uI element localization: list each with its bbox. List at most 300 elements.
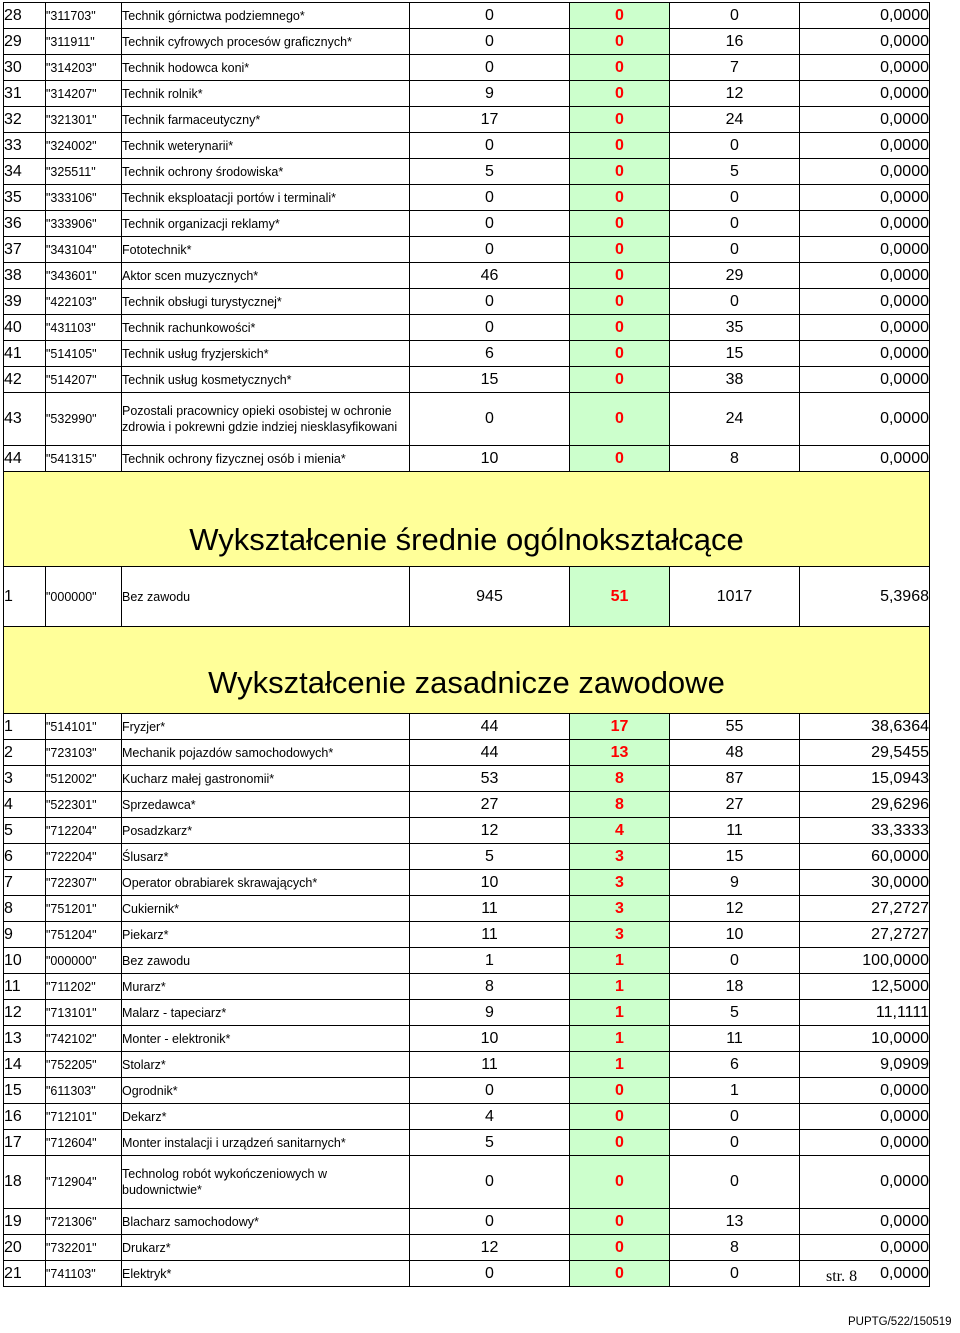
row-value-c: 0 <box>670 133 800 159</box>
row-value-a: 0 <box>410 133 570 159</box>
row-value-b: 0 <box>570 3 670 29</box>
row-value-c: 24 <box>670 393 800 446</box>
row-ratio: 0,0000 <box>800 211 930 237</box>
page-number: str. 8 <box>826 1268 858 1285</box>
row-ratio: 100,0000 <box>800 948 930 974</box>
row-ratio: 27,2727 <box>800 896 930 922</box>
row-ratio: 38,6364 <box>800 714 930 740</box>
row-value-b: 0 <box>570 159 670 185</box>
row-code: "712904" <box>46 1156 122 1209</box>
table-row <box>4 159 930 185</box>
row-occupation: Bez zawodu <box>122 567 410 627</box>
table-row <box>4 922 930 948</box>
row-ratio: 29,6296 <box>800 792 930 818</box>
row-value-c: 0 <box>670 1261 800 1287</box>
row-number: 11 <box>4 974 46 1000</box>
row-occupation: Technik weterynarii* <box>122 133 410 159</box>
row-value-a: 0 <box>410 237 570 263</box>
row-ratio: 0,0000 <box>800 1235 930 1261</box>
row-number: 30 <box>4 55 46 81</box>
row-value-c: 13 <box>670 1209 800 1235</box>
row-number: 1 <box>4 567 46 627</box>
row-code: "611303" <box>46 1078 122 1104</box>
row-number: 35 <box>4 185 46 211</box>
table-row <box>4 81 930 107</box>
row-ratio: 0,0000 <box>800 1261 930 1287</box>
row-code: "431103" <box>46 315 122 341</box>
row-value-c: 0 <box>670 3 800 29</box>
table-row <box>4 870 930 896</box>
row-ratio: 0,0000 <box>800 367 930 393</box>
row-code: "732201" <box>46 1235 122 1261</box>
row-number: 12 <box>4 1000 46 1026</box>
row-value-c: 35 <box>670 315 800 341</box>
row-value-b: 3 <box>570 922 670 948</box>
row-value-a: 27 <box>410 792 570 818</box>
row-value-c: 8 <box>670 446 800 472</box>
row-ratio: 0,0000 <box>800 185 930 211</box>
row-number: 44 <box>4 446 46 472</box>
row-value-c: 7 <box>670 55 800 81</box>
row-code: "541315" <box>46 446 122 472</box>
row-value-b: 0 <box>570 237 670 263</box>
row-occupation: Drukarz* <box>122 1235 410 1261</box>
row-value-b: 0 <box>570 367 670 393</box>
row-value-a: 53 <box>410 766 570 792</box>
row-value-b: 1 <box>570 1000 670 1026</box>
row-code: "000000" <box>46 948 122 974</box>
row-value-a: 945 <box>410 567 570 627</box>
row-value-c: 27 <box>670 792 800 818</box>
row-value-a: 1 <box>410 948 570 974</box>
row-code: "712204" <box>46 818 122 844</box>
row-code: "311703" <box>46 3 122 29</box>
table-row <box>4 393 930 446</box>
row-code: "752205" <box>46 1052 122 1078</box>
row-ratio: 0,0000 <box>800 1130 930 1156</box>
table-row <box>4 792 930 818</box>
row-number: 20 <box>4 1235 46 1261</box>
row-ratio: 0,0000 <box>800 1104 930 1130</box>
row-ratio: 30,0000 <box>800 870 930 896</box>
row-code: "713101" <box>46 1000 122 1026</box>
row-occupation: Technik rolnik* <box>122 81 410 107</box>
row-occupation: Technik usług kosmetycznych* <box>122 367 410 393</box>
table-row <box>4 1052 930 1078</box>
row-value-b: 0 <box>570 393 670 446</box>
row-occupation: Operator obrabiarek skrawających* <box>122 870 410 896</box>
row-value-a: 11 <box>410 922 570 948</box>
row-occupation: Technik górnictwa podziemnego* <box>122 3 410 29</box>
table-row <box>4 237 930 263</box>
row-value-c: 8 <box>670 1235 800 1261</box>
row-value-a: 12 <box>410 818 570 844</box>
row-occupation: Technolog robót wykończeniowych w budownictwie* <box>122 1156 410 1209</box>
row-number: 36 <box>4 211 46 237</box>
row-value-b: 0 <box>570 1130 670 1156</box>
row-number: 38 <box>4 263 46 289</box>
row-code: "512002" <box>46 766 122 792</box>
row-ratio: 5,3968 <box>800 567 930 627</box>
row-value-b: 0 <box>570 133 670 159</box>
row-ratio: 0,0000 <box>800 81 930 107</box>
row-value-c: 0 <box>670 948 800 974</box>
row-ratio: 0,0000 <box>800 107 930 133</box>
row-value-b: 0 <box>570 1261 670 1287</box>
row-value-c: 9 <box>670 870 800 896</box>
row-value-b: 0 <box>570 185 670 211</box>
row-occupation: Technik eksploatacji portów i terminali* <box>122 185 410 211</box>
table-row <box>4 844 930 870</box>
table-row <box>4 29 930 55</box>
row-occupation: Monter - elektronik* <box>122 1026 410 1052</box>
table-row <box>4 133 930 159</box>
row-number: 31 <box>4 81 46 107</box>
table-row <box>4 1026 930 1052</box>
row-ratio: 0,0000 <box>800 3 930 29</box>
row-occupation: Aktor scen muzycznych* <box>122 263 410 289</box>
row-value-c: 55 <box>670 714 800 740</box>
row-value-a: 5 <box>410 844 570 870</box>
row-value-b: 0 <box>570 1078 670 1104</box>
row-value-c: 11 <box>670 1026 800 1052</box>
row-value-b: 0 <box>570 81 670 107</box>
row-occupation: Pozostali pracownicy opieki osobistej w ochronie zdrowia i pokrewni gdzie indziej niesklasyfikowani <box>122 393 410 446</box>
row-code: "333906" <box>46 211 122 237</box>
row-value-c: 1 <box>670 1078 800 1104</box>
row-number: 10 <box>4 948 46 974</box>
row-value-a: 0 <box>410 393 570 446</box>
table-row <box>4 367 930 393</box>
row-occupation: Posadzkarz* <box>122 818 410 844</box>
row-ratio: 9,0909 <box>800 1052 930 1078</box>
table-row <box>4 1235 930 1261</box>
row-code: "321301" <box>46 107 122 133</box>
row-ratio: 33,3333 <box>800 818 930 844</box>
row-value-b: 4 <box>570 818 670 844</box>
row-value-b: 1 <box>570 1052 670 1078</box>
table-body-vocational <box>4 714 930 1287</box>
row-code: "522301" <box>46 792 122 818</box>
row-number: 43 <box>4 393 46 446</box>
row-value-a: 0 <box>410 1156 570 1209</box>
document-id: PUPTG/522/150519 <box>848 1316 952 1328</box>
row-number: 9 <box>4 922 46 948</box>
row-ratio: 0,0000 <box>800 29 930 55</box>
row-number: 3 <box>4 766 46 792</box>
row-value-c: 11 <box>670 818 800 844</box>
row-occupation: Piekarz* <box>122 922 410 948</box>
row-number: 32 <box>4 107 46 133</box>
row-code: "343104" <box>46 237 122 263</box>
row-value-a: 8 <box>410 974 570 1000</box>
row-value-a: 0 <box>410 289 570 315</box>
row-number: 28 <box>4 3 46 29</box>
row-value-a: 0 <box>410 3 570 29</box>
row-code: "514207" <box>46 367 122 393</box>
row-value-c: 15 <box>670 844 800 870</box>
row-value-a: 6 <box>410 341 570 367</box>
row-ratio: 0,0000 <box>800 55 930 81</box>
row-value-b: 0 <box>570 289 670 315</box>
table-row <box>4 714 930 740</box>
row-value-b: 17 <box>570 714 670 740</box>
row-occupation: Technik ochrony fizycznej osób i mienia* <box>122 446 410 472</box>
row-value-c: 0 <box>670 1104 800 1130</box>
row-value-c: 0 <box>670 1130 800 1156</box>
row-occupation: Malarz - tapeciarz* <box>122 1000 410 1026</box>
row-ratio: 60,0000 <box>800 844 930 870</box>
row-code: "422103" <box>46 289 122 315</box>
row-ratio: 0,0000 <box>800 393 930 446</box>
table-row <box>4 55 930 81</box>
table-row <box>4 896 930 922</box>
table-row <box>4 766 930 792</box>
row-occupation: Technik ochrony środowiska* <box>122 159 410 185</box>
table-body-top <box>4 3 930 472</box>
row-value-c: 0 <box>670 289 800 315</box>
table-row <box>4 1104 930 1130</box>
row-number: 8 <box>4 896 46 922</box>
row-value-b: 3 <box>570 870 670 896</box>
row-value-b: 0 <box>570 29 670 55</box>
table-row <box>4 1209 930 1235</box>
row-code: "314203" <box>46 55 122 81</box>
row-occupation: Ogrodnik* <box>122 1078 410 1104</box>
row-value-a: 44 <box>410 740 570 766</box>
row-number: 33 <box>4 133 46 159</box>
row-value-c: 6 <box>670 1052 800 1078</box>
row-value-c: 10 <box>670 922 800 948</box>
row-code: "514105" <box>46 341 122 367</box>
row-value-a: 44 <box>410 714 570 740</box>
table-row <box>4 567 930 627</box>
row-ratio: 0,0000 <box>800 315 930 341</box>
row-ratio: 12,5000 <box>800 974 930 1000</box>
row-occupation: Fototechnik* <box>122 237 410 263</box>
row-occupation: Technik usług fryzjerskich* <box>122 341 410 367</box>
row-code: "000000" <box>46 567 122 627</box>
row-ratio: 10,0000 <box>800 1026 930 1052</box>
row-value-c: 16 <box>670 29 800 55</box>
table-row <box>4 263 930 289</box>
row-value-c: 0 <box>670 211 800 237</box>
row-value-c: 15 <box>670 341 800 367</box>
row-code: "751201" <box>46 896 122 922</box>
row-occupation: Dekarz* <box>122 1104 410 1130</box>
row-ratio: 0,0000 <box>800 446 930 472</box>
row-code: "751204" <box>46 922 122 948</box>
row-number: 40 <box>4 315 46 341</box>
row-value-c: 18 <box>670 974 800 1000</box>
row-value-b: 0 <box>570 55 670 81</box>
row-value-b: 3 <box>570 844 670 870</box>
row-number: 18 <box>4 1156 46 1209</box>
row-number: 42 <box>4 367 46 393</box>
row-value-a: 15 <box>410 367 570 393</box>
table-row <box>4 974 930 1000</box>
row-number: 5 <box>4 818 46 844</box>
row-code: "514101" <box>46 714 122 740</box>
row-number: 6 <box>4 844 46 870</box>
row-ratio: 15,0943 <box>800 766 930 792</box>
table-row <box>4 107 930 133</box>
row-number: 39 <box>4 289 46 315</box>
row-code: "722204" <box>46 844 122 870</box>
row-value-b: 1 <box>570 974 670 1000</box>
row-occupation: Fryzjer* <box>122 714 410 740</box>
row-code: "333106" <box>46 185 122 211</box>
row-ratio: 0,0000 <box>800 237 930 263</box>
table-row <box>4 341 930 367</box>
row-occupation: Ślusarz* <box>122 844 410 870</box>
row-value-c: 87 <box>670 766 800 792</box>
row-code: "721306" <box>46 1209 122 1235</box>
row-code: "311911" <box>46 29 122 55</box>
row-occupation: Cukiernik* <box>122 896 410 922</box>
row-ratio: 0,0000 <box>800 1078 930 1104</box>
row-value-b: 51 <box>570 567 670 627</box>
row-ratio: 11,1111 <box>800 1000 930 1026</box>
row-value-a: 10 <box>410 1026 570 1052</box>
row-value-c: 24 <box>670 107 800 133</box>
row-occupation: Stolarz* <box>122 1052 410 1078</box>
row-value-b: 1 <box>570 948 670 974</box>
row-ratio: 29,5455 <box>800 740 930 766</box>
row-value-a: 5 <box>410 159 570 185</box>
row-value-a: 46 <box>410 263 570 289</box>
table-row <box>4 1261 930 1287</box>
table-row <box>4 1078 930 1104</box>
row-value-a: 9 <box>410 1000 570 1026</box>
row-occupation: Bez zawodu <box>122 948 410 974</box>
row-occupation: Technik farmaceutyczny* <box>122 107 410 133</box>
row-value-b: 0 <box>570 107 670 133</box>
row-ratio: 0,0000 <box>800 289 930 315</box>
row-value-b: 8 <box>570 792 670 818</box>
row-ratio: 0,0000 <box>800 133 930 159</box>
row-occupation: Technik hodowca koni* <box>122 55 410 81</box>
row-code: "741103" <box>46 1261 122 1287</box>
row-value-a: 10 <box>410 446 570 472</box>
row-value-b: 1 <box>570 1026 670 1052</box>
row-value-c: 48 <box>670 740 800 766</box>
table-row <box>4 1156 930 1209</box>
row-value-a: 0 <box>410 55 570 81</box>
row-code: "722307" <box>46 870 122 896</box>
row-occupation: Elektryk* <box>122 1261 410 1287</box>
row-value-a: 17 <box>410 107 570 133</box>
row-value-b: 3 <box>570 896 670 922</box>
row-value-a: 0 <box>410 1209 570 1235</box>
row-value-c: 5 <box>670 159 800 185</box>
row-value-c: 0 <box>670 1156 800 1209</box>
row-value-c: 12 <box>670 81 800 107</box>
row-code: "711202" <box>46 974 122 1000</box>
row-value-b: 0 <box>570 1104 670 1130</box>
section-title-general: Wykształcenie średnie ogólnokształcące <box>4 472 930 567</box>
row-value-a: 11 <box>410 1052 570 1078</box>
row-code: "742102" <box>46 1026 122 1052</box>
row-value-a: 5 <box>410 1130 570 1156</box>
row-value-a: 9 <box>410 81 570 107</box>
row-value-a: 11 <box>410 896 570 922</box>
row-number: 41 <box>4 341 46 367</box>
row-number: 13 <box>4 1026 46 1052</box>
row-occupation: Technik obsługi turystycznej* <box>122 289 410 315</box>
row-ratio: 0,0000 <box>800 159 930 185</box>
row-occupation: Kucharz małej gastronomii* <box>122 766 410 792</box>
row-value-c: 38 <box>670 367 800 393</box>
table-row <box>4 740 930 766</box>
row-value-a: 0 <box>410 211 570 237</box>
row-ratio: 0,0000 <box>800 1156 930 1209</box>
section-general <box>4 472 930 714</box>
table-row <box>4 315 930 341</box>
table-row <box>4 289 930 315</box>
row-code: "343601" <box>46 263 122 289</box>
table-row <box>4 3 930 29</box>
row-number: 16 <box>4 1104 46 1130</box>
row-ratio: 0,0000 <box>800 1209 930 1235</box>
row-number: 7 <box>4 870 46 896</box>
table-row <box>4 446 930 472</box>
row-value-c: 29 <box>670 263 800 289</box>
row-value-c: 12 <box>670 896 800 922</box>
row-value-a: 10 <box>410 870 570 896</box>
table-row <box>4 1000 930 1026</box>
occupation-table <box>3 2 930 1287</box>
row-occupation: Blacharz samochodowy* <box>122 1209 410 1235</box>
row-value-c: 5 <box>670 1000 800 1026</box>
row-code: "325511" <box>46 159 122 185</box>
row-value-a: 0 <box>410 315 570 341</box>
row-number: 29 <box>4 29 46 55</box>
row-number: 15 <box>4 1078 46 1104</box>
row-value-b: 8 <box>570 766 670 792</box>
row-code: "723103" <box>46 740 122 766</box>
row-ratio: 27,2727 <box>800 922 930 948</box>
table-row <box>4 185 930 211</box>
row-value-c: 0 <box>670 237 800 263</box>
row-value-c: 1017 <box>670 567 800 627</box>
row-value-a: 0 <box>410 185 570 211</box>
row-value-b: 13 <box>570 740 670 766</box>
table-row <box>4 948 930 974</box>
row-number: 37 <box>4 237 46 263</box>
row-code: "712101" <box>46 1104 122 1130</box>
row-number: 14 <box>4 1052 46 1078</box>
row-number: 2 <box>4 740 46 766</box>
table-row <box>4 818 930 844</box>
row-number: 1 <box>4 714 46 740</box>
row-occupation: Technik rachunkowości* <box>122 315 410 341</box>
row-number: 21 <box>4 1261 46 1287</box>
row-value-a: 12 <box>410 1235 570 1261</box>
row-occupation: Sprzedawca* <box>122 792 410 818</box>
row-ratio: 0,0000 <box>800 341 930 367</box>
row-number: 19 <box>4 1209 46 1235</box>
table-row <box>4 211 930 237</box>
table-row <box>4 1130 930 1156</box>
row-value-a: 0 <box>410 1078 570 1104</box>
row-ratio: 0,0000 <box>800 263 930 289</box>
row-code: "324002" <box>46 133 122 159</box>
row-value-b: 0 <box>570 263 670 289</box>
row-value-a: 4 <box>410 1104 570 1130</box>
row-value-c: 0 <box>670 185 800 211</box>
row-occupation: Technik organizacji reklamy* <box>122 211 410 237</box>
